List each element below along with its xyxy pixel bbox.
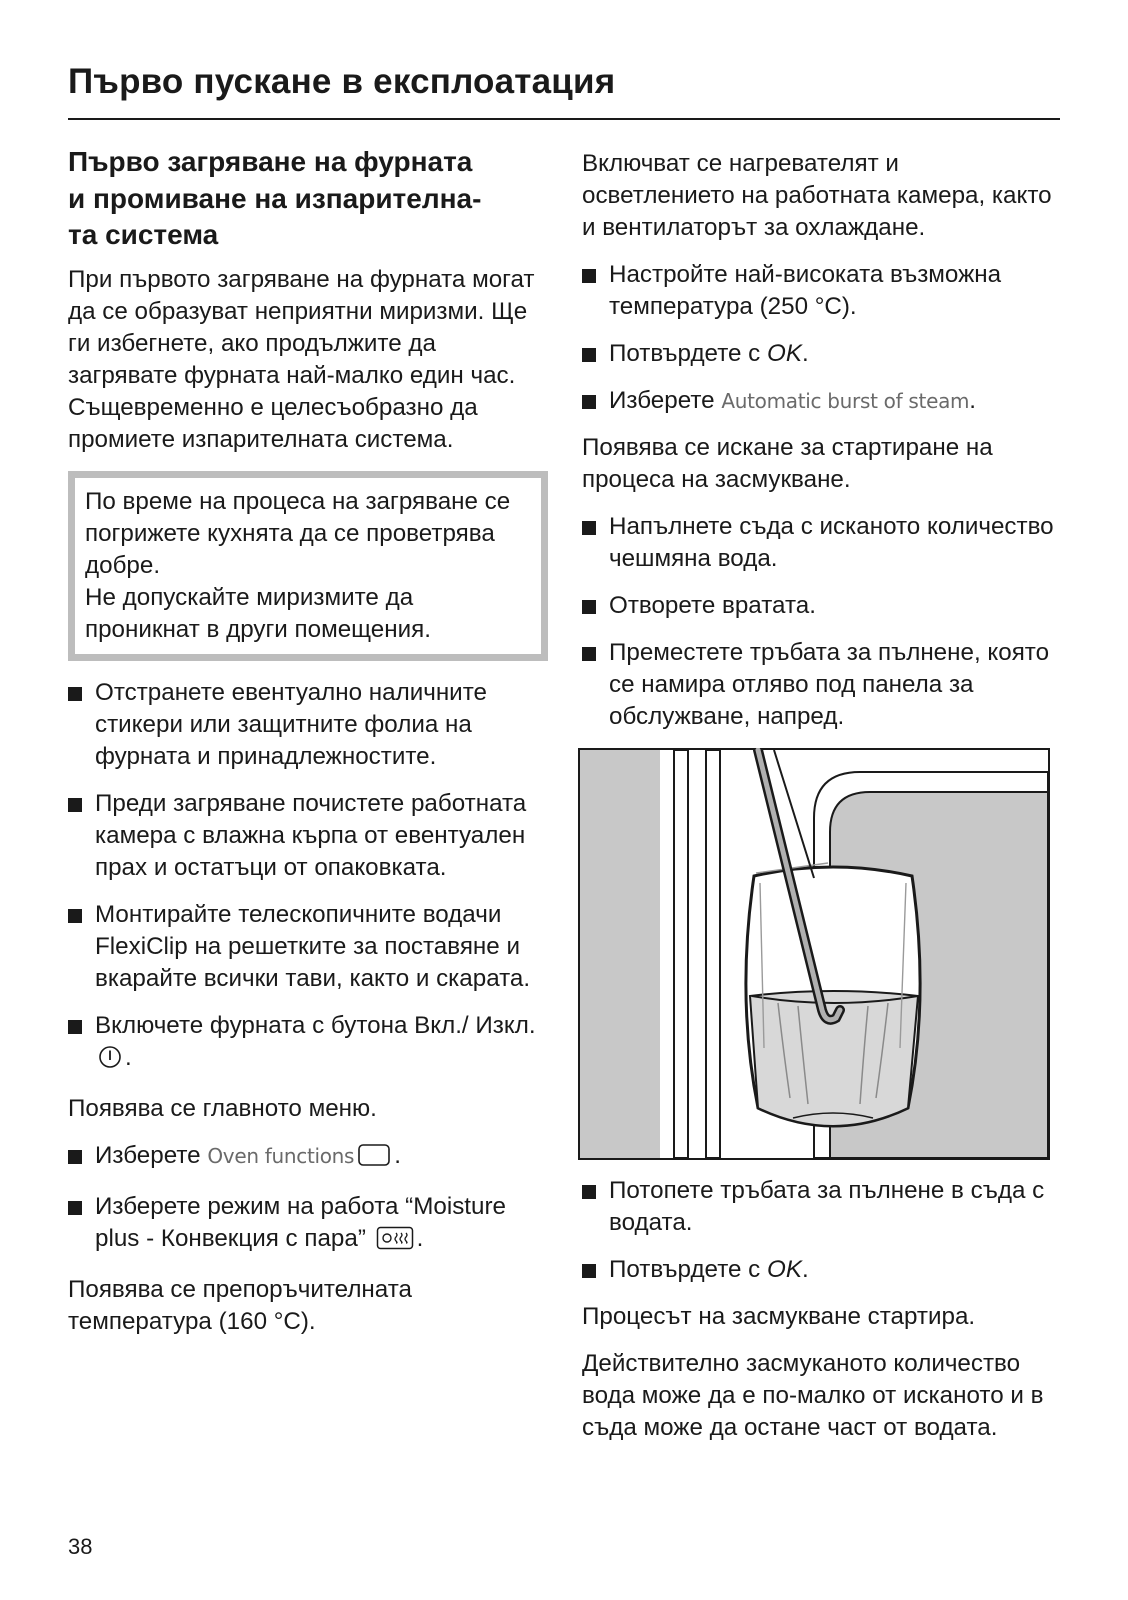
recommended-temp-text: Появява се препоръчителната температура (160 °C).: [68, 1275, 412, 1335]
list-item: [68, 1010, 548, 1078]
right-column: [582, 148, 1058, 1459]
power-icon: [98, 1045, 122, 1078]
ok-text: OK: [767, 1256, 802, 1283]
moisture-plus-icon: [376, 1226, 414, 1259]
list-item: [582, 511, 1058, 575]
section-heading: [68, 144, 548, 254]
list-item: [582, 1254, 1058, 1286]
bullet-icon: [68, 1201, 82, 1215]
step-text: Напълнете съда с исканото количество чешмяна вода.: [609, 513, 1054, 572]
main-menu-text: Появява се главното меню.: [68, 1094, 377, 1122]
request-text: Появява се искане за стартиране на процеса на засмукване.: [582, 434, 993, 493]
intro-paragraph: При първото загряване на фурната могат да се образуват неприятни миризми. Ще ги избегнете, ако продължите да загрявате фурната най-малко един час. Същевременно е целесъобразно да промиете изпарителната система.: [68, 265, 535, 453]
step-text: Преместете тръбата за пълнене, която се намира отляво под панела за обслужване, напред.: [609, 639, 1050, 730]
bullet-icon: [582, 1264, 596, 1278]
bullet-icon: [582, 348, 596, 362]
ok-text: OK: [767, 340, 802, 367]
list-item: [68, 677, 548, 773]
list-item: [582, 590, 1058, 622]
bullet-icon: [68, 1020, 82, 1034]
step-text: Преди загряване почистете работната камера с влажна кърпа от евентуален прах и остатъци от опаковката.: [95, 789, 527, 881]
mode-step-text: Изберете режим на работа “Moisture plus - Конвекция с пара”: [95, 1192, 506, 1252]
confirm-label: Потвърдете с: [609, 1256, 761, 1283]
step-text: Монтирайте телескопичните водачи FlexiClip на решетките за поставяне и вкарайте всички тави, както и скарата.: [95, 900, 531, 992]
section-heading-line: Първо загряване на фурната: [68, 146, 473, 177]
section-heading-line: та система: [68, 219, 219, 250]
list-item: [582, 259, 1058, 323]
list-item: [582, 637, 1058, 733]
bullet-icon: [582, 600, 596, 614]
list-item: [68, 899, 548, 995]
steps-list: [68, 1140, 548, 1259]
bullet-icon: [582, 647, 596, 661]
list-item: [582, 1175, 1058, 1239]
steps-list: [68, 677, 548, 1078]
steps-list: [582, 259, 1058, 417]
fill-tube-illustration: [578, 748, 1050, 1160]
confirm-suffix: .: [801, 340, 809, 367]
bullet-icon: [68, 798, 82, 812]
oven-functions-icon: [357, 1143, 391, 1176]
intro-paragraph: Включват се нагревателят и осветлението на работната камера, както и вентилаторът за охлаждане.: [582, 150, 1052, 241]
confirm-label: Потвърдете с: [609, 340, 761, 367]
step-text: Отстранете евентуално наличните стикери или защитните фолиа на фурната и принадлежностите.: [95, 678, 487, 770]
select-suffix: .: [394, 1141, 401, 1169]
step-text: Отворете вратата.: [609, 592, 816, 619]
list-item: [68, 788, 548, 884]
page-title: Първо пускане в експлоатация: [68, 62, 616, 101]
note-line: По време на процеса на загряване се погрижете кухнята да се проветрява добре.: [85, 487, 511, 579]
mode-step-suffix: .: [416, 1224, 424, 1252]
list-item: [582, 385, 1058, 417]
power-step-text: Включете фурната с бутона Вкл./ Изкл.: [95, 1011, 536, 1039]
select-label: Изберете: [95, 1141, 201, 1169]
select-label: Изберете: [609, 387, 715, 414]
confirm-suffix: .: [801, 1256, 809, 1283]
oven-functions-text: Oven functions: [207, 1143, 355, 1168]
bullet-icon: [68, 909, 82, 923]
burst-suffix: .: [969, 387, 976, 414]
final-text: Действително засмуканото количество вода може да е по-малко от исканото и в съда може да остане част от водата.: [582, 1350, 1044, 1441]
bullet-icon: [582, 395, 596, 409]
step-text: Настройте най-високата възможна температура (250 °C).: [609, 261, 1002, 320]
left-column: [68, 144, 548, 1353]
step-text: Потопете тръбата за пълнене в съда с водата.: [609, 1177, 1045, 1236]
note-box: [68, 471, 548, 661]
steps-list: [582, 511, 1058, 733]
section-heading-line: и промиване на изпарителна-: [68, 182, 482, 214]
burst-text: Automatic burst of steam: [721, 389, 970, 413]
bullet-icon: [68, 1150, 82, 1164]
bullet-icon: [582, 1185, 596, 1199]
list-item: [68, 1191, 548, 1259]
bullet-icon: [582, 521, 596, 535]
list-item: [582, 338, 1058, 370]
list-item: [68, 1140, 548, 1176]
page-number: 38: [68, 1534, 93, 1559]
power-step-suffix: .: [125, 1043, 132, 1071]
steps-list: [582, 1175, 1058, 1286]
bullet-icon: [582, 269, 596, 283]
started-text: Процесът на засмукване стартира.: [582, 1303, 976, 1330]
bullet-icon: [68, 687, 82, 701]
note-line: Не допускайте миризмите да проникнат в други помещения.: [85, 583, 431, 643]
title-divider: [68, 118, 1060, 120]
